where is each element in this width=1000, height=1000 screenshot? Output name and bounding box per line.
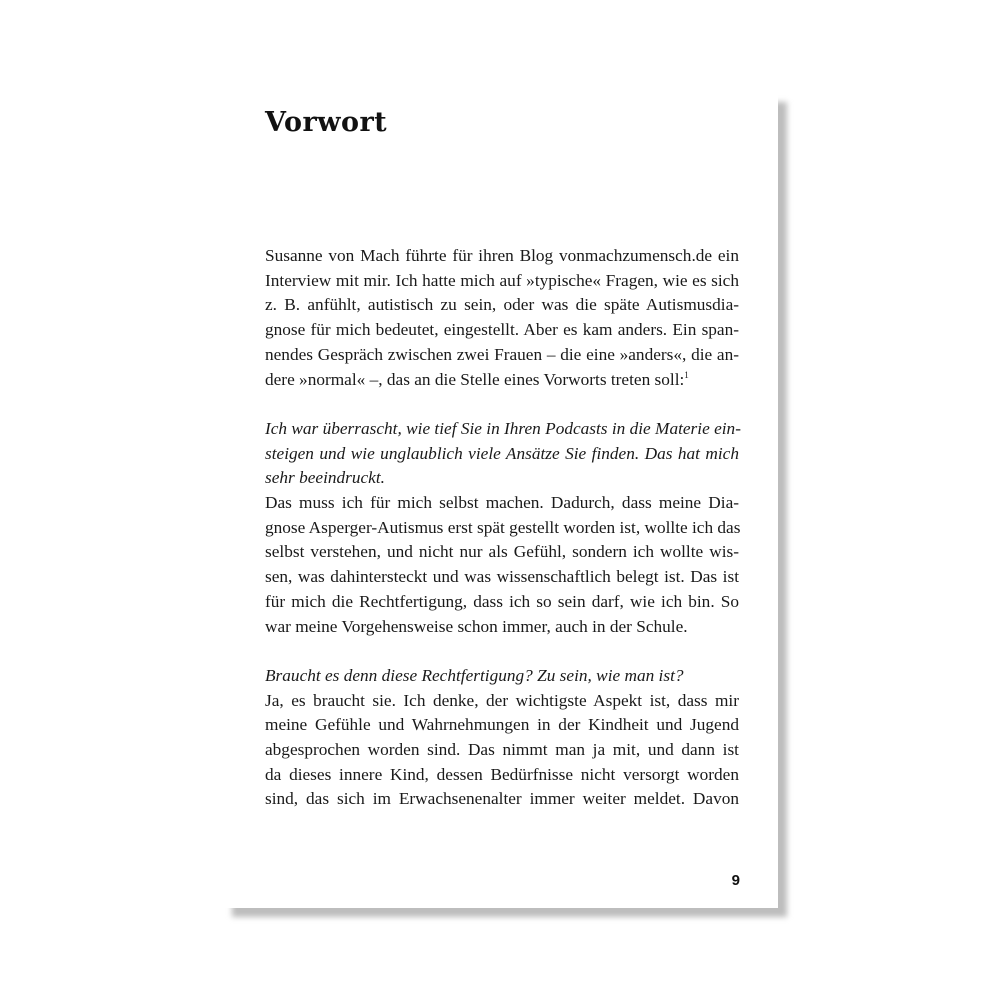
text-line: da dieses innere Kind, dessen Bedürfnisse nicht versorgt worden [265,764,739,784]
text-line: dere »normal« –, das an die Stelle eines Vorworts treten soll: [265,369,685,389]
text-line: meine Gefühle und Wahrnehmungen in der Kindheit und Jugend [265,715,739,735]
text-line: sind, das sich im Erwachsenenalter immer weiter meldet. Davon [265,789,739,809]
text-line: Interview mit mir. Ich hatte mich auf »typische« Fragen, wie es sich [265,270,739,290]
interview-question-1 [265,417,739,491]
intro-paragraph [265,244,739,392]
interview-answer-1 [265,491,739,639]
paragraph-gap [265,639,739,664]
page-number: 9 [731,872,740,889]
text-line: war meine Vorgehensweise schon immer, auch in der Schule. [265,616,688,636]
text-line-with-footnote [265,368,739,393]
text-line: gnose Asperger-Autismus erst spät gestellt worden ist, wollte ich das [265,517,741,537]
text-line: gnose für mich bedeutet, eingestellt. Aber es kam anders. Ein span- [265,320,739,340]
text-line: Das muss ich für mich selbst machen. Dadurch, dass meine Dia- [265,493,739,513]
footnote-marker[interactable]: 1 [684,369,689,380]
text-line: Ja, es braucht sie. Ich denke, der wichtigste Aspekt ist, dass mir [265,690,739,710]
text-line: z. B. anfühlt, autistisch zu sein, oder was die späte Autismusdia- [265,295,739,315]
chapter-title: Vorwort [265,107,388,138]
paragraph-gap [265,392,739,417]
text-line: für mich die Rechtfertigung, dass ich so sein darf, wie ich bin. So [265,591,739,611]
text-line: Braucht es denn diese Rechtfertigung? Zu sein, wie man ist? [265,665,684,685]
text-line: steigen und wie unglaublich viele Ansätze Sie finden. Das hat mich [265,443,739,463]
text-line: selbst verstehen, und nicht nur als Gefühl, sondern ich wollte wis- [265,542,739,562]
book-page [222,82,778,908]
body-text [265,244,739,812]
text-line: sen, was dahintersteckt und was wissenschaftlich belegt ist. Das ist [265,567,739,587]
text-line: nendes Gespräch zwischen zwei Frauen – die eine »anders«, die an- [265,344,739,364]
interview-answer-2 [265,689,739,813]
text-line: abgesprochen worden sind. Das nimmt man ja mit, und dann ist [265,740,739,760]
text-line: Ich war überrascht, wie tief Sie in Ihren Podcasts in die Materie ein- [265,418,741,438]
text-line: sehr beeindruckt. [265,468,385,488]
interview-question-2 [265,664,739,689]
text-line: Susanne von Mach führte für ihren Blog vonmachzumensch.de ein [265,246,739,265]
